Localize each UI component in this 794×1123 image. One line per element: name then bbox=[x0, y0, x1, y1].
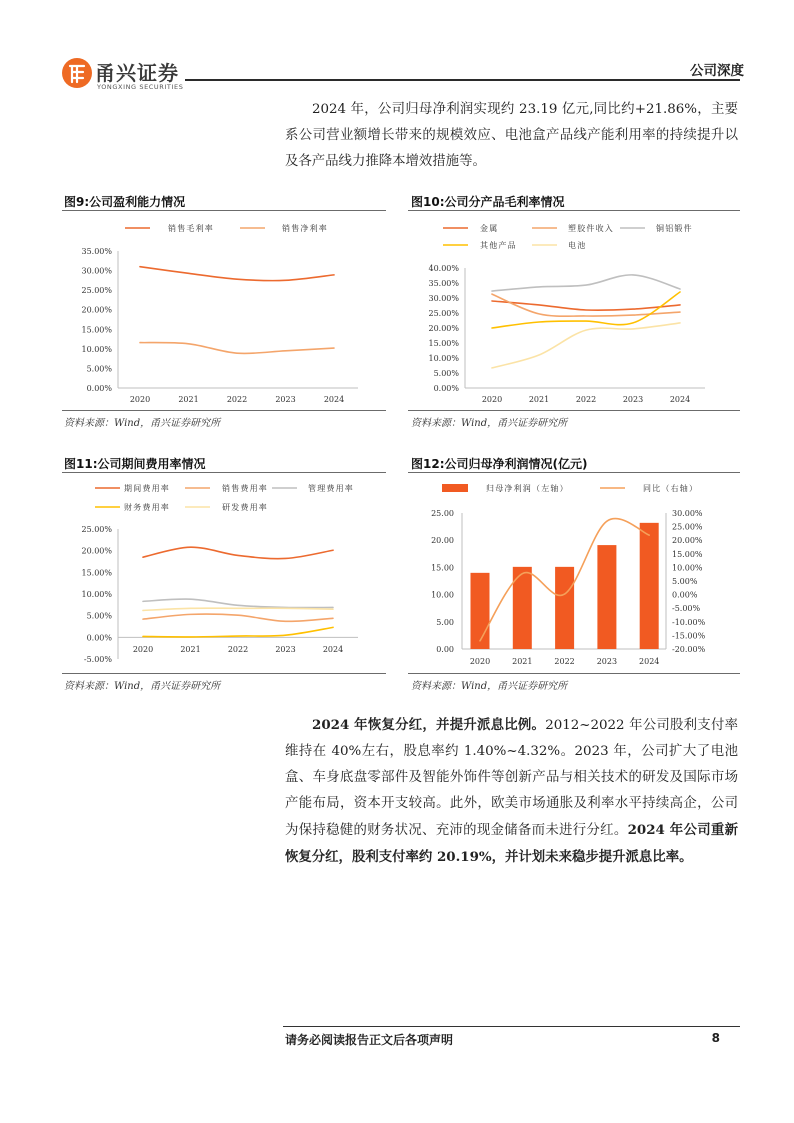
series-line-1 bbox=[140, 267, 334, 281]
figure-11-title: 图11:公司期间费用率情况 bbox=[64, 457, 206, 471]
y-tick-label: 35.00% bbox=[81, 247, 112, 256]
legend-label: 期间费用率 bbox=[124, 484, 170, 493]
series-line-4 bbox=[143, 627, 333, 637]
x-tick-label: 2022 bbox=[227, 645, 249, 654]
net-profit-paragraph: 2024 年，公司归母净利润实现约 23.19 亿元,同比约+21.86%，主要系公司营业额增长带来的规模效应、电池盒产品线产能利用率的持续提升以及各产品线力推降本增效措施等。 bbox=[285, 102, 738, 169]
y2-tick-label: 20.00% bbox=[672, 536, 703, 546]
legend-label: 销售净利率 bbox=[282, 224, 328, 233]
x-tick-label: 2024 bbox=[323, 395, 345, 404]
bar-2020 bbox=[471, 573, 490, 649]
figure-11-chart bbox=[62, 475, 386, 671]
y-tick-label: 25.00% bbox=[81, 525, 112, 534]
figure-10-source: 资料来源：Wind，甬兴证券研究所 bbox=[411, 418, 568, 429]
figure-10-chart bbox=[410, 212, 740, 408]
x-tick-label: 2020 bbox=[129, 395, 151, 404]
x-tick-label: 2021 bbox=[512, 657, 533, 666]
x-tick-label: 2023 bbox=[275, 395, 296, 404]
dividend-lead-sentence: 2024 年恢复分红，并提升派息比例。 bbox=[312, 717, 546, 733]
logo-subtitle: YONGXING SECURITIES bbox=[97, 83, 184, 91]
series-line-1 bbox=[492, 301, 680, 310]
footer-disclaimer: 请务必阅读报告正文后各项声明 bbox=[285, 1033, 454, 1047]
figure-10-title: 图10:公司分产品毛利率情况 bbox=[411, 195, 565, 209]
logo-wordmark: 甬兴证券 bbox=[95, 61, 179, 85]
figure-9-chart bbox=[62, 212, 386, 408]
y-tick-label: 20.00% bbox=[81, 305, 112, 315]
figure-12-bottom-rule bbox=[408, 673, 740, 674]
series-line-3 bbox=[492, 275, 680, 291]
figure-10-top-rule bbox=[408, 210, 740, 211]
dividend-detail-text: 2012~2022 年公司股利支付率维持在 40%左右，股息率约 1.40%~4.32%。2023 年，公司扩大了电池盒、车身底盘零部件及智能外饰件等创新产品与相关技术的研发及国际市场产能布局，资本开支较高。此外，欧美市场通胀及利率水平持续高企，公司为保持稳健的财务状况、充沛的现金储备而未进行分红。 bbox=[285, 718, 738, 838]
series-line-2 bbox=[143, 614, 333, 621]
series-line-5 bbox=[492, 323, 680, 368]
y-tick-label: 5.00% bbox=[86, 364, 112, 374]
figure-10-bottom-rule bbox=[408, 410, 740, 411]
y-tick-label: 15.00% bbox=[81, 325, 112, 335]
y-tick-label: 20.00% bbox=[428, 324, 459, 333]
header-rule bbox=[185, 79, 740, 81]
figure-11-top-rule bbox=[62, 472, 386, 473]
page-number: 8 bbox=[711, 1031, 720, 1045]
y-tick-label: 40.00% bbox=[428, 264, 459, 273]
x-tick-label: 2024 bbox=[322, 645, 344, 654]
y2-tick-label: 30.00% bbox=[672, 509, 703, 518]
y-tick-label: 10.00% bbox=[81, 590, 112, 599]
y-tick-label: 5.00 bbox=[436, 617, 454, 627]
y-tick-label: 5.00% bbox=[86, 611, 112, 621]
x-tick-label: 2024 bbox=[639, 657, 660, 666]
x-tick-label: 2020 bbox=[481, 395, 503, 404]
x-tick-label: 2021 bbox=[528, 395, 550, 404]
dividend-paragraph bbox=[285, 712, 738, 871]
y-tick-label: 0.00 bbox=[436, 645, 454, 654]
footer-rule bbox=[283, 1026, 740, 1027]
x-tick-label: 2021 bbox=[178, 395, 199, 404]
y-tick-label: 20.00% bbox=[81, 546, 112, 556]
figure-9-top-rule bbox=[62, 210, 386, 211]
y-tick-label: 30.00% bbox=[428, 294, 459, 303]
y-tick-label: 15.00% bbox=[81, 568, 112, 578]
x-tick-label: 2020 bbox=[469, 657, 491, 666]
y-tick-label: 0.00% bbox=[86, 384, 112, 393]
y2-tick-label: 15.00% bbox=[672, 549, 703, 559]
y-tick-label: 0.00% bbox=[433, 384, 459, 393]
series-line-2 bbox=[140, 343, 334, 354]
legend-swatch bbox=[442, 484, 468, 492]
x-tick-label: 2021 bbox=[180, 645, 201, 654]
x-tick-label: 2023 bbox=[596, 657, 618, 666]
y2-tick-label: 25.00% bbox=[672, 522, 703, 532]
x-tick-label: 2024 bbox=[669, 395, 691, 404]
bar-2023 bbox=[597, 545, 616, 649]
y-tick-label: -5.00% bbox=[83, 655, 112, 664]
y2-tick-label: -5.00% bbox=[672, 604, 701, 614]
legend-label: 财务费用率 bbox=[124, 503, 170, 512]
x-tick-label: 2022 bbox=[226, 395, 248, 404]
legend-label: 塑胶件收入 bbox=[568, 224, 614, 233]
legend-label: 同比（右轴） bbox=[643, 484, 699, 493]
bar-2024 bbox=[640, 523, 659, 649]
y-tick-label: 0.00% bbox=[86, 633, 112, 643]
series-line-5 bbox=[143, 608, 333, 610]
logo-icon bbox=[60, 56, 94, 90]
legend-label: 电池 bbox=[568, 241, 587, 250]
legend-label: 铜铝锻件 bbox=[656, 224, 693, 233]
y-tick-label: 15.00 bbox=[431, 563, 454, 573]
y2-tick-label: -10.00% bbox=[672, 617, 706, 627]
y2-tick-label: -15.00% bbox=[672, 631, 706, 641]
legend-label: 其他产品 bbox=[480, 241, 517, 250]
legend-label: 归母净利润（左轴） bbox=[486, 484, 569, 493]
y-tick-label: 20.00 bbox=[431, 536, 454, 546]
y-tick-label: 15.00% bbox=[428, 339, 459, 348]
figure-9-source: 资料来源：Wind，甬兴证券研究所 bbox=[64, 418, 221, 429]
series-line-3 bbox=[143, 599, 333, 608]
x-tick-label: 2022 bbox=[575, 395, 597, 404]
y-tick-label: 25.00% bbox=[81, 286, 112, 296]
legend-label: 销售毛利率 bbox=[168, 224, 214, 233]
figure-11-bottom-rule bbox=[62, 673, 386, 674]
figure-12-top-rule bbox=[408, 472, 740, 473]
y-tick-label: 25.00 bbox=[431, 509, 454, 518]
legend-label: 管理费用率 bbox=[308, 484, 354, 493]
dividend-plan-sentence: 2024 年公司重新恢复分红，股利支付率约 20.19%，并计划未来稳步提升派息比率。 bbox=[285, 822, 739, 865]
x-tick-label: 2023 bbox=[275, 645, 296, 654]
y2-tick-label: 5.00% bbox=[672, 577, 698, 586]
figure-9-title: 图9:公司盈利能力情况 bbox=[64, 195, 186, 209]
series-line-1 bbox=[143, 547, 333, 558]
y2-tick-label: 10.00% bbox=[672, 563, 703, 573]
y2-tick-label: 0.00% bbox=[672, 590, 698, 600]
figure-12-chart bbox=[410, 475, 740, 671]
legend-label: 销售费用率 bbox=[222, 484, 268, 493]
figure-12-source: 资料来源：Wind，甬兴证券研究所 bbox=[411, 681, 568, 692]
x-tick-label: 2023 bbox=[622, 395, 644, 404]
y-tick-label: 25.00% bbox=[428, 309, 459, 318]
figure-11-source: 资料来源：Wind，甬兴证券研究所 bbox=[64, 681, 221, 692]
y-tick-label: 5.00% bbox=[433, 369, 459, 378]
bar-2022 bbox=[555, 567, 574, 649]
y2-tick-label: -20.00% bbox=[672, 645, 706, 654]
x-tick-label: 2020 bbox=[132, 645, 154, 654]
figure-9-bottom-rule bbox=[62, 410, 386, 411]
y-tick-label: 30.00% bbox=[81, 266, 112, 276]
x-tick-label: 2022 bbox=[554, 657, 575, 666]
y-tick-label: 10.00% bbox=[81, 344, 112, 354]
legend-label: 金属 bbox=[480, 224, 499, 233]
report-type-label: 公司深度 bbox=[690, 63, 744, 79]
y-tick-label: 10.00 bbox=[431, 590, 454, 600]
figure-12-title: 图12:公司归母净利润情况(亿元) bbox=[411, 457, 588, 471]
y-tick-label: 35.00% bbox=[428, 279, 459, 288]
legend-label: 研发费用率 bbox=[222, 503, 268, 512]
y-tick-label: 10.00% bbox=[428, 354, 459, 363]
